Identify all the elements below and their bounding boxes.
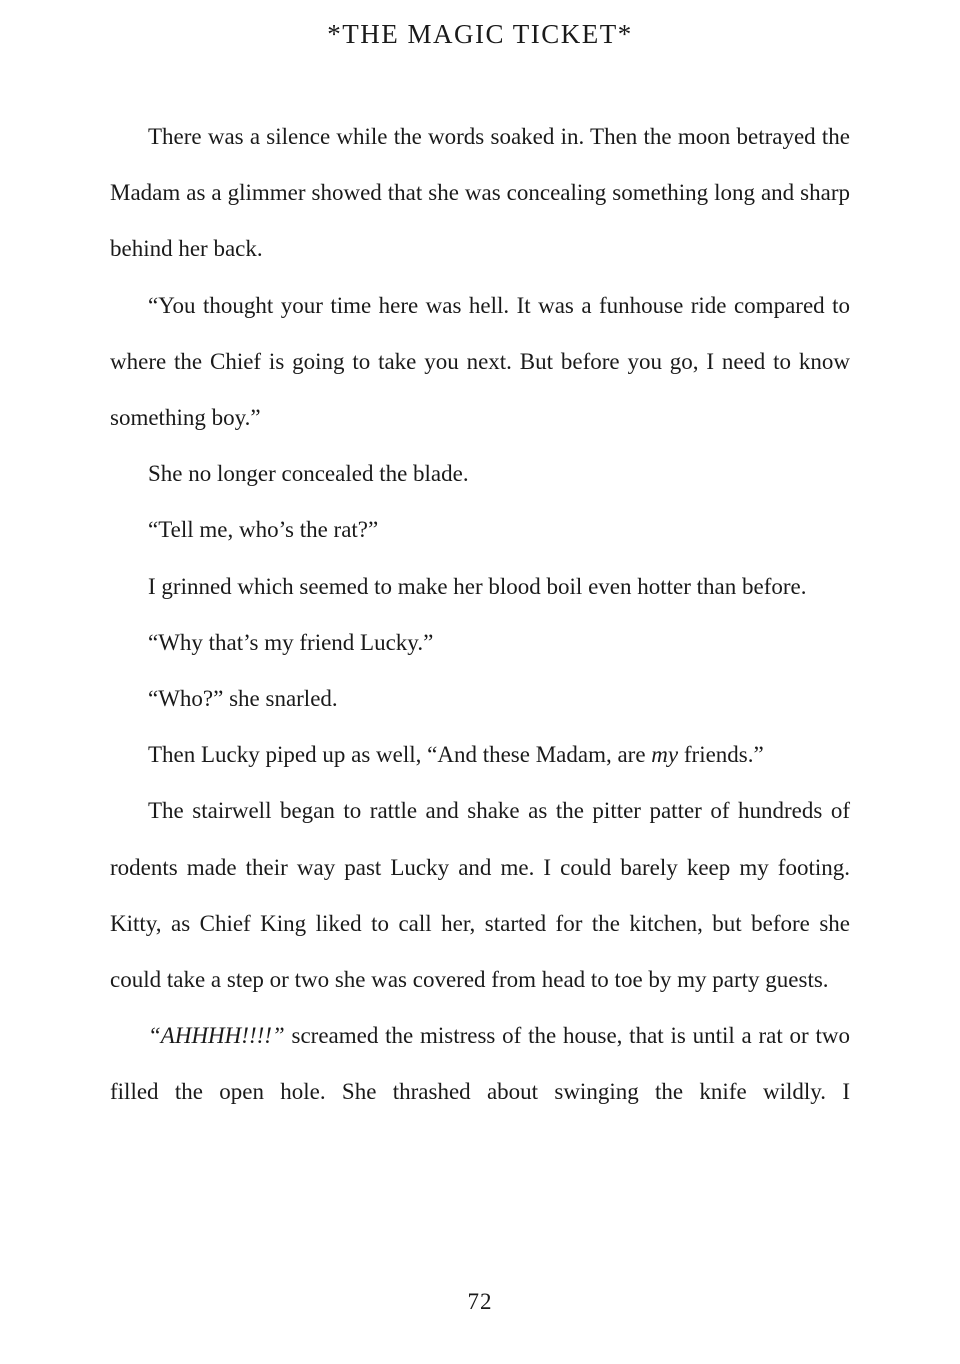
paragraph: There was a silence while the words soaked in. Then the moon betrayed the Madam as a glimmer showed that she was concealing something long and sharp behind her back. <box>110 124 850 262</box>
paragraph: The stairwell began to rattle and shake as the pitter patter of hundreds of rodents made their way past Lucky and me. I could barely keep my footing. Kitty, as Chief King liked to call her, started for the kitchen, but before she could take a step or two she was covered from head to toe by my party guests. <box>110 798 850 993</box>
paragraph-text: screamed the mistress of the house, that is until a rat or two filled the open hole. She thrashed about swinging the knife wildly. I <box>110 1023 850 1105</box>
paragraph: “Why that’s my friend Lucky.” <box>148 629 434 655</box>
paragraph <box>110 727 850 783</box>
paragraph-text: friends.” <box>678 742 764 768</box>
paragraph: “Tell me, who’s the rat?” <box>148 517 379 543</box>
running-title: *THE MAGIC TICKET* <box>327 19 633 49</box>
paragraph: “Who?” she snarled. <box>148 686 338 712</box>
paragraph: I grinned which seemed to make her blood boil even hotter than before. <box>148 573 807 599</box>
paragraph: She no longer concealed the blade. <box>148 461 469 487</box>
emphasis: my <box>651 742 679 768</box>
paragraph-text: Then Lucky piped up as well, “And these Madam, are <box>148 742 652 768</box>
page-number: 72 <box>467 1289 493 1314</box>
paragraph <box>110 1008 850 1120</box>
paragraph: “You thought your time here was hell. It was a funhouse ride compared to where the Chief is going to take you next. But before you go, I need to know something boy.” <box>110 292 850 431</box>
body-text <box>110 109 850 1121</box>
emphasis: “AHHHH!!!!” <box>148 1023 285 1049</box>
